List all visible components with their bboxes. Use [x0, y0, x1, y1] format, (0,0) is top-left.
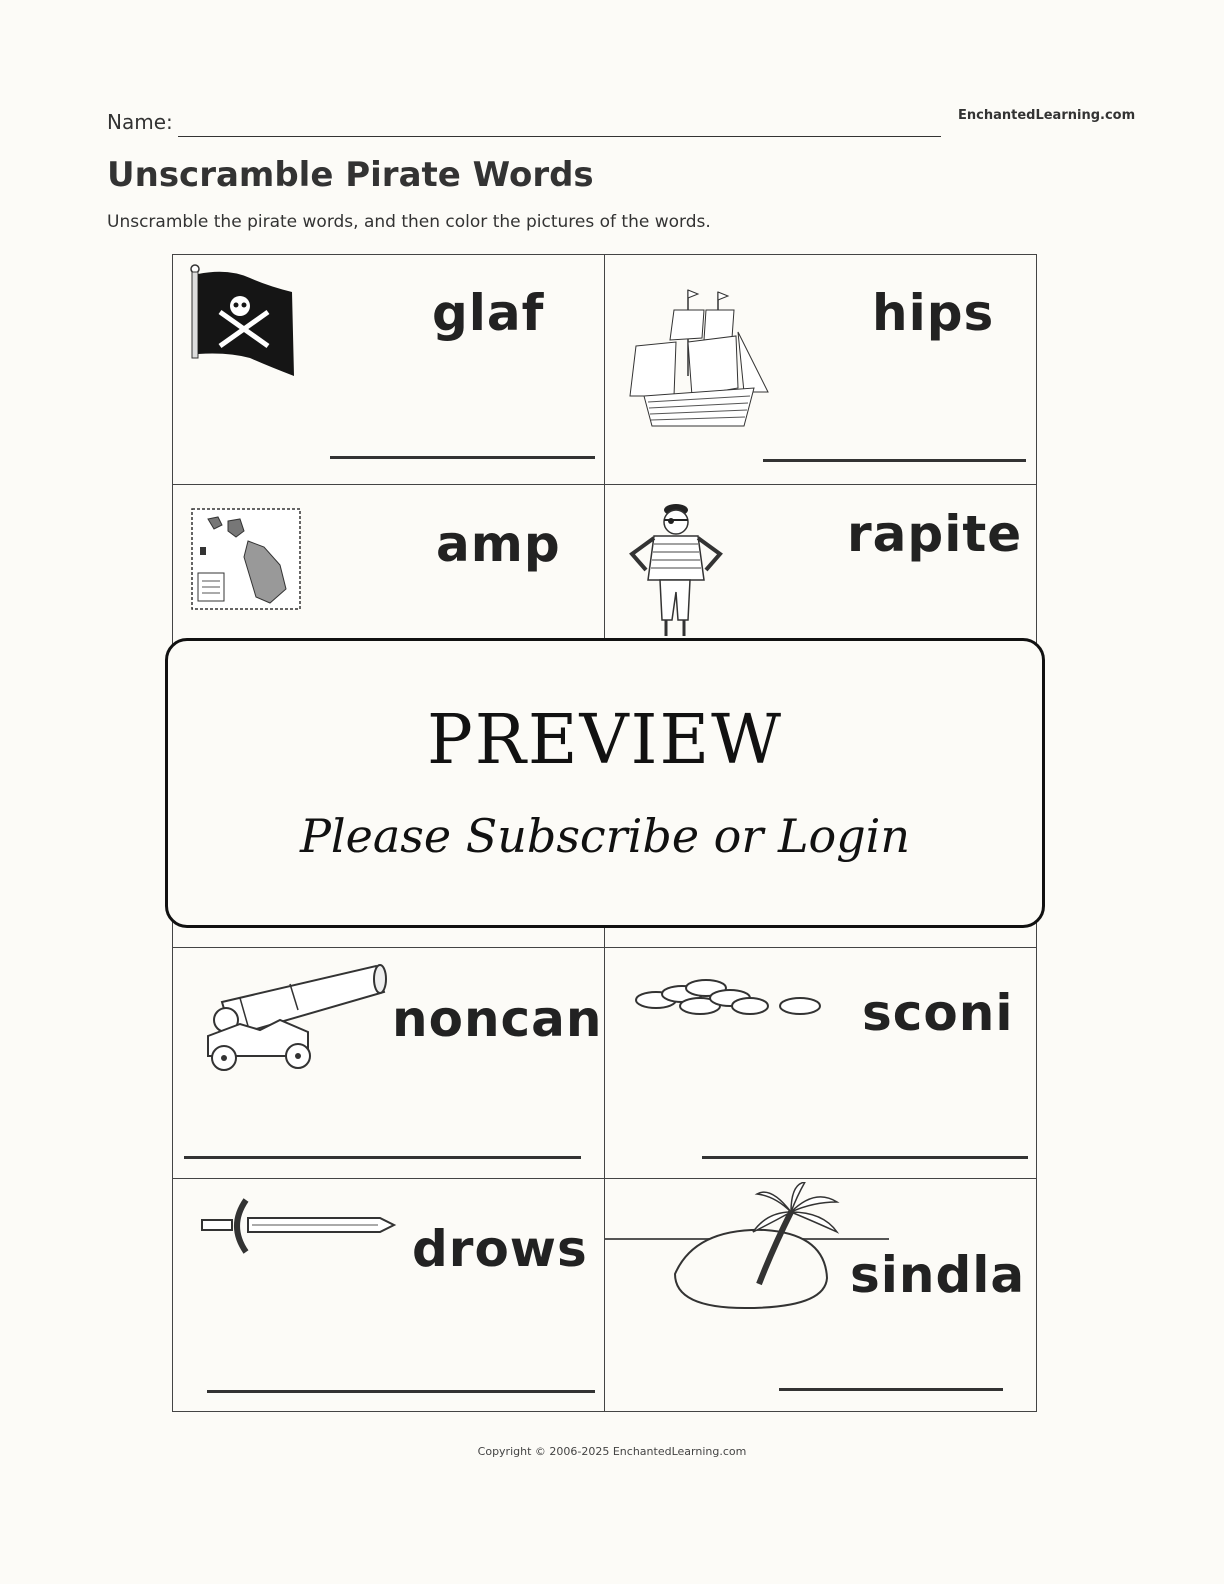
- answer-line[interactable]: [779, 1388, 1003, 1391]
- scrambled-word: hips: [872, 284, 995, 342]
- preview-title: PREVIEW: [426, 701, 784, 780]
- answer-line[interactable]: [207, 1390, 595, 1393]
- coins-icon: [634, 978, 824, 1024]
- scrambled-word: glaf: [432, 284, 545, 342]
- preview-overlay[interactable]: [165, 638, 1045, 928]
- scrambled-word: sconi: [862, 984, 1014, 1042]
- answer-line[interactable]: [184, 1156, 581, 1159]
- subscribe-login-link[interactable]: Please Subscribe or Login: [299, 809, 911, 863]
- grid-divider: [172, 484, 1037, 485]
- scrambled-word: sindla: [850, 1246, 1026, 1304]
- answer-line[interactable]: [763, 459, 1026, 462]
- ship-icon: [626, 284, 772, 434]
- scrambled-word: rapite: [847, 505, 1023, 563]
- pirate-flag-icon: [188, 264, 298, 384]
- answer-line[interactable]: [702, 1156, 1028, 1159]
- scrambled-word: drows: [412, 1220, 588, 1278]
- instructions: Unscramble the pirate words, and then color the pictures of the words.: [107, 212, 711, 232]
- answer-line[interactable]: [330, 456, 595, 459]
- sword-icon: [200, 1196, 398, 1264]
- scrambled-word: amp: [436, 515, 561, 573]
- name-label: Name:: [107, 110, 173, 134]
- grid-divider: [172, 1178, 1037, 1179]
- scrambled-word: noncan: [392, 990, 603, 1048]
- cannon-icon: [200, 962, 390, 1082]
- pirate-icon: [626, 500, 724, 642]
- page-title: Unscramble Pirate Words: [107, 155, 594, 195]
- grid-divider: [172, 947, 1037, 948]
- copyright: Copyright © 2006-2025 EnchantedLearning.com: [477, 1445, 747, 1458]
- site-link[interactable]: EnchantedLearning.com: [958, 108, 1136, 123]
- name-input-line[interactable]: [178, 136, 941, 137]
- map-icon: [190, 507, 304, 617]
